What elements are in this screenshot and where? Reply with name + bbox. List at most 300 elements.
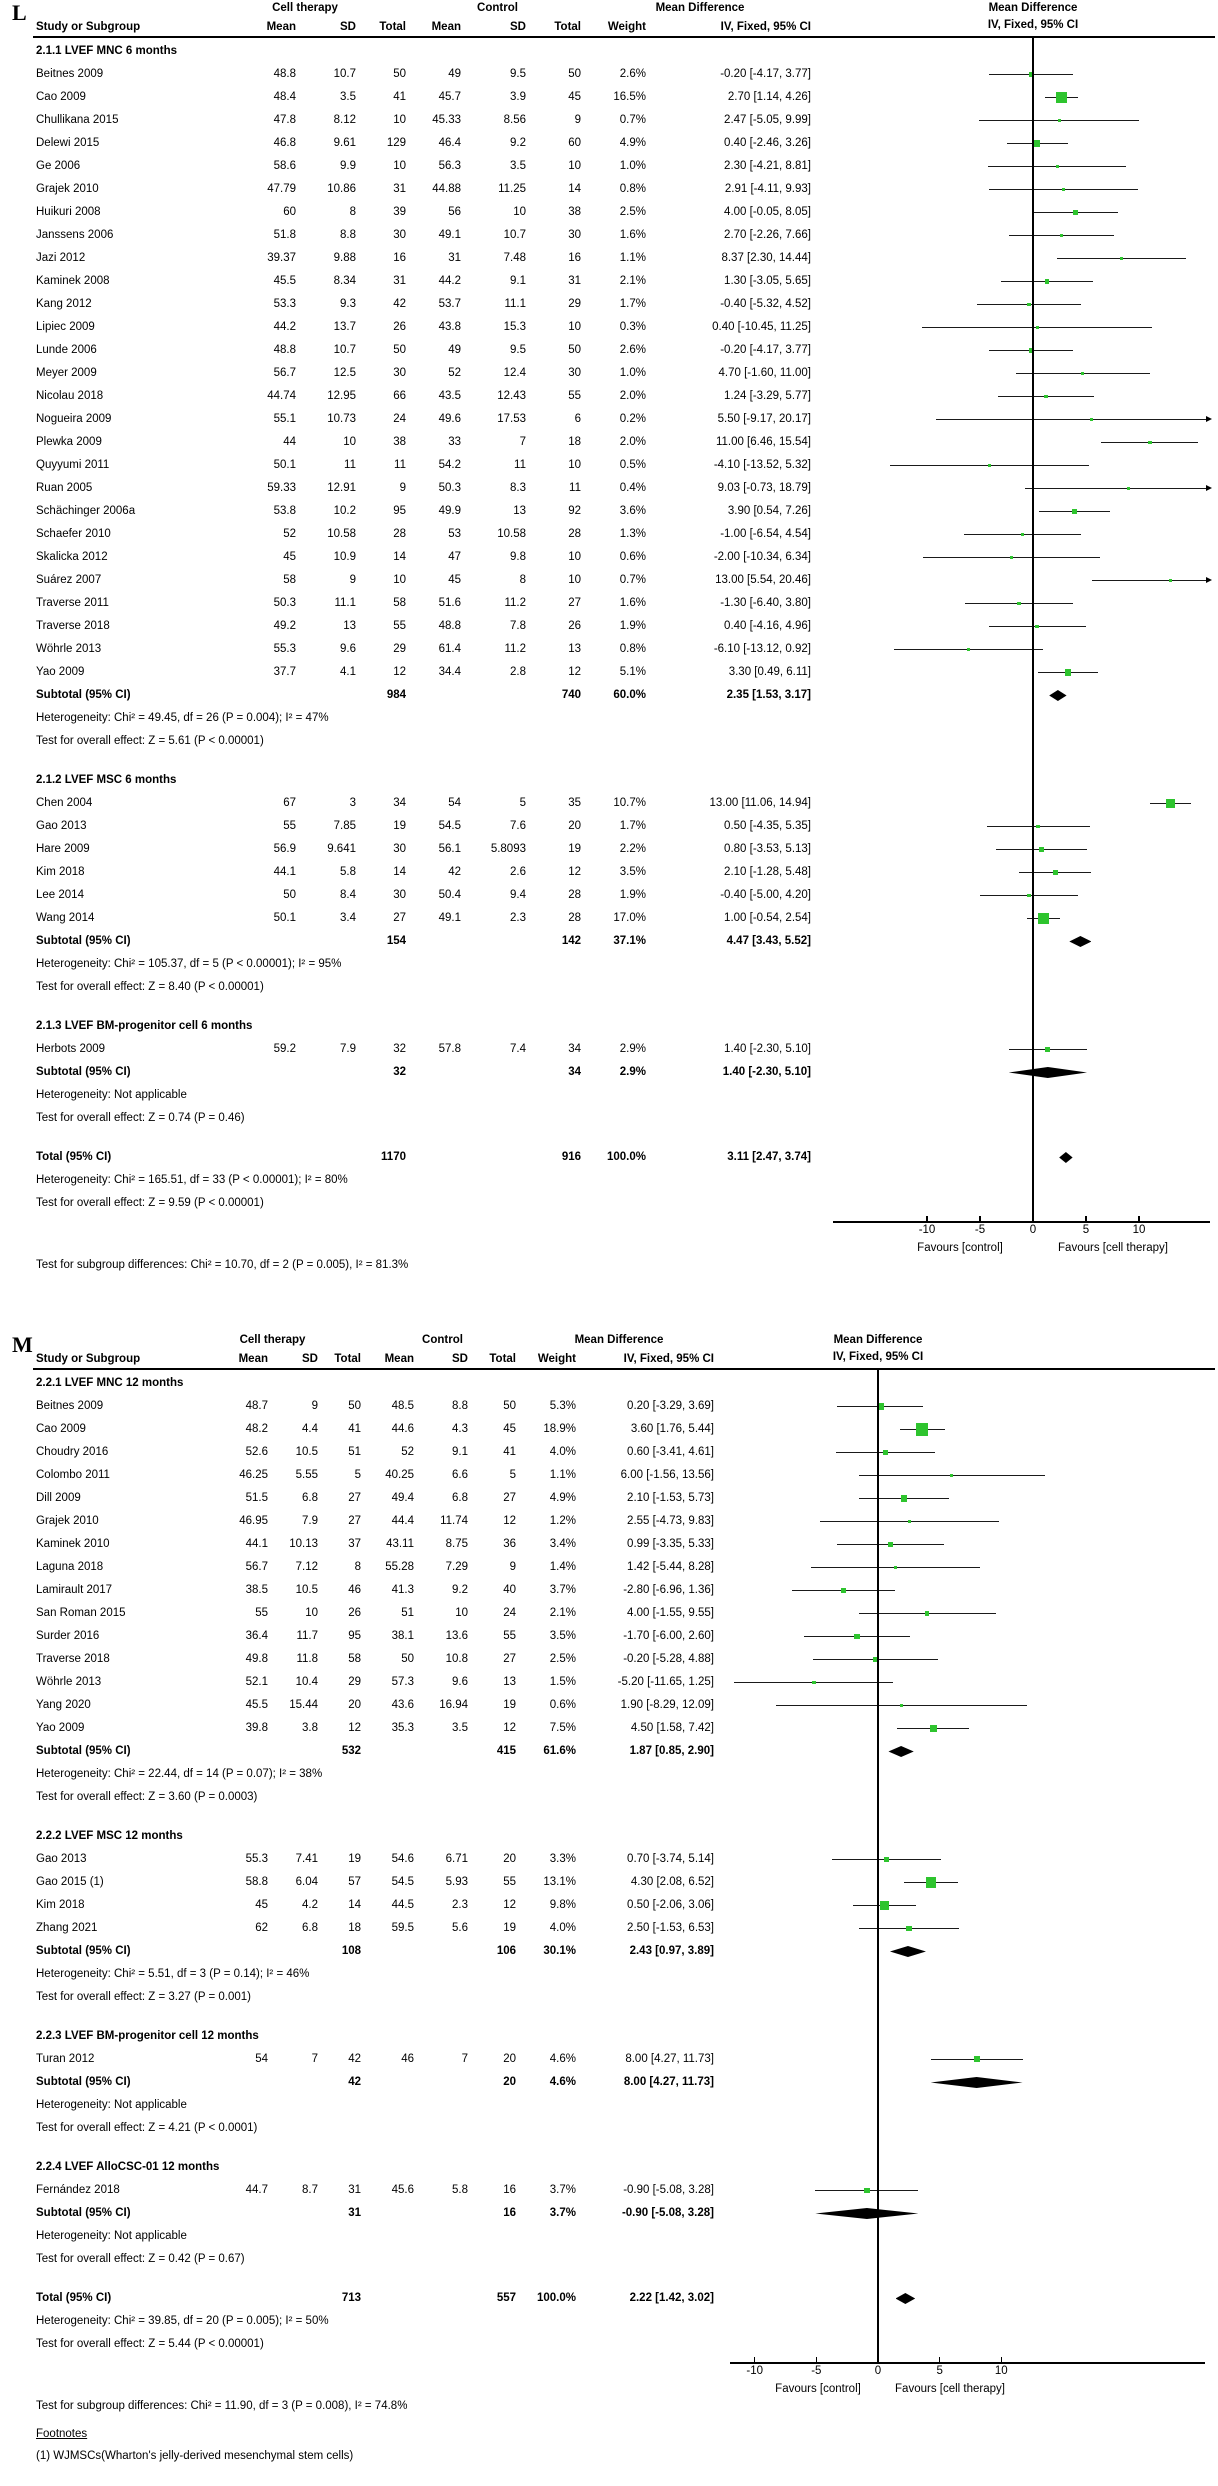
mean-cell: 59.5 [391,1922,414,1934]
mean-cell: 44.7 [245,2184,268,2196]
plot-cell [815,792,1218,815]
sd-cell: 5.8 [452,2184,468,2196]
study-name: Wang 2014 [36,912,95,924]
mean-cell: 40.25 [385,1469,414,1481]
plot-cell [718,1963,1218,1986]
zero-line [877,1370,879,2363]
sd-cell: 10.7 [333,68,356,80]
overall-effect-text: Test for overall effect: Z = 3.60 (P = 0.0003) [36,1791,258,1803]
effect-marker [1056,92,1067,103]
mean-cell: 45.6 [391,2184,414,2196]
mean-cell: 51.5 [245,1492,268,1504]
subheader-study: Study or Subgroup [36,1353,141,1365]
section-label: 2.2.4 LVEF AlloCSC-01 12 months [36,2161,220,2173]
subheader-mean2: Mean [431,21,461,33]
sd-cell: 9.2 [452,1584,468,1596]
weight-cell: 1.5% [549,1676,576,1688]
study-name: Lipiec 2009 [36,321,95,333]
total-cell: 42 [348,2076,361,2088]
mean-cell: 58.6 [273,160,296,172]
axis-block [0,1215,1218,1345]
mean-cell: 48.4 [273,91,296,103]
mean-cell [410,684,465,707]
study-name: Lamirault 2017 [36,1584,113,1596]
effect-marker [1060,234,1064,238]
study-row [0,661,1218,684]
ci-text: 3.30 [0.49, 6.11] [728,666,811,678]
section-gap [0,2009,1218,2025]
total-row [0,1146,1218,1169]
effect-marker [1044,395,1048,399]
sd-cell: 6.8 [302,1922,318,1934]
weight-cell: 2.9% [619,1066,646,1078]
mean-cell: 49.4 [391,1492,414,1504]
sd-cell: 5.93 [445,1876,468,1888]
study-row [0,1848,1218,1871]
study-name: Subtotal (95% CI) [36,1066,131,1078]
study-name: Schächinger 2006a [36,505,136,517]
mean-cell: 43.5 [438,390,461,402]
axis-tick [754,2357,755,2364]
study-row [0,1533,1218,1556]
subtotal-row [0,1740,1218,1763]
mean-cell: 46 [401,2053,414,2065]
ci-text: 0.50 [-2.06, 3.06] [627,1899,714,1911]
weight-cell: 3.7% [549,2207,576,2219]
study-row [0,477,1218,500]
pooled-diamond [890,1946,926,1957]
section-label: 2.2.3 LVEF BM-progenitor cell 12 months [36,2030,259,2042]
mean-cell: 54.2 [438,459,461,471]
sd-cell: 15.3 [503,321,526,333]
column-header [0,0,1218,40]
total-cell: 58 [393,597,406,609]
ci-text: 2.10 [-1.28, 5.48] [724,866,811,878]
effect-marker [925,1611,929,1615]
sd-cell: 13 [343,620,356,632]
subheader-mean2: Mean [384,1353,414,1365]
study-row [0,316,1218,339]
plot-cell [718,1763,1218,1786]
ci-text: 4.00 [-0.05, 8.05] [724,206,811,218]
total-cell: 20 [503,1853,516,1865]
ci-text: 2.70 [1.14, 4.26] [727,91,811,103]
mean-cell: 50.3 [438,482,461,494]
heterogeneity-text: Heterogeneity: Chi² = 49.45, df = 26 (P = 0.004); I² = 47% [36,712,329,724]
footnote-text: (1) WJMSCs(Wharton's jelly-derived mesenchymal stem cells) [36,2450,354,2462]
total-heterogeneity-note [0,2310,1218,2333]
weight-cell: 3.6% [619,505,646,517]
total-cell: 31 [348,2184,361,2196]
ci-text: -0.20 [-5.28, 4.88] [623,1653,714,1665]
effect-marker [1038,913,1050,925]
mean-cell: 45 [255,1899,268,1911]
plot-cell [718,2202,1218,2225]
study-name: Kaminek 2008 [36,275,110,287]
heterogeneity-text: Heterogeneity: Chi² = 105.37, df = 5 (P < 0.00001); I² = 95% [36,958,342,970]
subheader-weight: Weight [607,21,646,33]
effect-marker [916,1423,928,1435]
overall-effect-note [0,730,1218,753]
section-header [0,2156,1218,2179]
sd-cell: 6.71 [445,1853,468,1865]
total-cell: 27 [348,1492,361,1504]
axis-tick [816,2357,817,2364]
study-row [0,431,1218,454]
mean-cell: 47 [448,551,461,563]
total-cell: 12 [503,1515,516,1527]
effect-marker [841,1588,846,1593]
total-overall-text: Test for overall effect: Z = 9.59 (P < 0.00001) [36,1197,264,1209]
zero-line [1032,38,1034,1222]
total-cell: 532 [341,1745,361,1757]
plot-cell [718,1671,1218,1694]
total-cell: 26 [568,620,581,632]
sd-cell [418,1740,472,1763]
weight-cell: 2.6% [619,68,646,80]
study-row [0,2048,1218,2071]
total-cell: 27 [503,1653,516,1665]
mean-cell: 57.3 [391,1676,414,1688]
sd-cell: 7.85 [333,820,356,832]
study-row [0,293,1218,316]
mean-cell: 48.8 [273,68,296,80]
overall-effect-text: Test for overall effect: Z = 5.61 (P < 0.00001) [36,735,264,747]
total-cell: 713 [341,2292,361,2304]
study-row [0,569,1218,592]
total-cell: 16 [393,252,406,264]
mean-cell [410,1061,465,1084]
plot-cell [718,1717,1218,1740]
subheader-sd1: SD [302,1353,318,1365]
subtotal-row [0,930,1218,953]
ci-text: 4.30 [2.08, 6.52] [630,1876,714,1888]
section-header [0,1015,1218,1038]
sd-cell: 7.4 [510,1043,526,1055]
section-header [0,40,1218,63]
mean-cell: 59.2 [273,1043,296,1055]
total-cell: 28 [393,528,406,540]
mean-cell: 50 [283,889,296,901]
sd-cell [272,2071,322,2094]
plot-cell [718,1418,1218,1441]
study-row [0,1671,1218,1694]
mean-cell: 53 [448,528,461,540]
study-name: Plewka 2009 [36,436,102,448]
ci-text: 9.03 [-0.73, 18.79] [717,482,811,494]
favours-right-label: Favours [cell therapy] [895,2383,1005,2395]
plot-cell [718,1579,1218,1602]
sd-cell: 10.7 [333,344,356,356]
study-row [0,362,1218,385]
heterogeneity-text: Heterogeneity: Chi² = 22.44, df = 14 (P = 0.07); I² = 38% [36,1768,323,1780]
total-cell: 19 [348,1853,361,1865]
study-row [0,109,1218,132]
mean-cell: 48.8 [273,344,296,356]
total-cell: 41 [348,1423,361,1435]
sd-cell: 9.2 [510,137,526,149]
total-cell: 16 [503,2184,516,2196]
sd-cell: 9.1 [510,275,526,287]
subheader-ci: IV, Fixed, 95% CI [720,21,811,33]
total-cell: 60 [568,137,581,149]
total-overall-note [0,2333,1218,2356]
study-row [0,884,1218,907]
ci-text: 2.50 [-1.53, 6.53] [627,1922,714,1934]
study-name: Quyyumi 2011 [36,459,110,471]
plot-cell [718,1487,1218,1510]
total-cell: 557 [496,2292,516,2304]
sd-cell: 8 [519,574,526,586]
study-row [0,270,1218,293]
weight-cell: 0.7% [619,114,646,126]
mean-cell: 56.7 [273,367,296,379]
total-cell: 154 [386,935,406,947]
effect-marker [1056,165,1059,168]
axis-tick [1085,1216,1086,1223]
mean-cell: 48.2 [245,1423,268,1435]
sd-cell: 8.3 [510,482,526,494]
mean-cell: 45 [283,551,296,563]
total-cell: 34 [393,797,406,809]
sd-cell: 9 [311,1400,318,1412]
total-cell: 34 [568,1066,581,1078]
weight-cell: 2.0% [619,436,646,448]
panel-letter-M: M [12,1332,33,1357]
mean-cell: 54.5 [438,820,461,832]
sd-cell: 11.7 [296,1630,318,1642]
ci-text: 6.00 [-1.56, 13.56] [620,1469,714,1481]
mean-cell: 43.8 [438,321,461,333]
plot-cell [718,1940,1218,1963]
section-gap [0,2271,1218,2287]
mean-cell: 38.5 [245,1584,268,1596]
mean-cell: 43.11 [386,1538,414,1550]
subheader-mean1: Mean [266,21,296,33]
total-cell: 30 [393,367,406,379]
mean-cell: 52 [401,1446,414,1458]
study-name: Janssens 2006 [36,229,114,241]
total-cell: 57 [348,1876,361,1888]
total-cell: 5 [509,1469,516,1481]
total-cell: 50 [568,344,581,356]
axis-tick-label: -5 [811,2365,822,2377]
sd-cell: 10 [455,1607,468,1619]
plot-cell [815,40,1218,63]
ci-text: -0.20 [-4.17, 3.77] [720,68,811,80]
study-name: Zhang 2021 [36,1922,98,1934]
plot-cell [718,2248,1218,2271]
total-cell: 26 [393,321,406,333]
weight-cell: 0.6% [549,1699,576,1711]
effect-marker [1148,441,1152,445]
subtotal-row [0,684,1218,707]
sd-cell: 12.91 [327,482,356,494]
plot-cell [718,1510,1218,1533]
weight-cell: 4.6% [549,2053,576,2065]
sd-cell: 7.9 [340,1043,356,1055]
total-cell: 31 [393,275,406,287]
sd-cell: 11.74 [440,1515,468,1527]
sd-cell: 8.8 [452,1400,468,1412]
subheader-total1: Total [334,1353,361,1365]
study-name: Traverse 2018 [36,1653,110,1665]
study-name: Schaefer 2010 [36,528,111,540]
sd-cell: 13.6 [445,1630,468,1642]
sd-cell: 11 [344,459,356,471]
sd-cell [300,1061,360,1084]
mean-cell: 56.3 [438,160,461,172]
total-cell: 38 [393,436,406,448]
sd-cell [418,2071,472,2094]
effect-marker [1045,1047,1050,1052]
sd-cell: 3.5 [510,160,526,172]
effect-marker [1036,326,1039,329]
effect-marker [908,1520,911,1523]
mean-cell: 52 [448,367,461,379]
study-name: Ruan 2005 [36,482,93,494]
study-name: Turan 2012 [36,2053,95,2065]
ci-text: -0.90 [-5.08, 3.28] [621,2207,714,2219]
sd-cell: 2.3 [510,912,526,924]
plot-cell [718,2025,1218,2048]
ci-text: -0.40 [-5.00, 4.20] [720,889,811,901]
weight-cell: 2.5% [549,1653,576,1665]
mean-cell: 43.6 [391,1699,414,1711]
heterogeneity-text: Heterogeneity: Not applicable [36,2230,187,2242]
effect-marker [864,2188,869,2193]
plot-cell [815,155,1218,178]
subheader-sd1: SD [340,21,356,33]
study-name: Huikuri 2008 [36,206,101,218]
section-header [0,2025,1218,2048]
favours-left-label: Favours [control] [917,1242,1003,1254]
total-cell: 14 [393,551,406,563]
study-row [0,638,1218,661]
sd-cell [272,2202,322,2225]
sd-cell [418,2202,472,2225]
study-name: Choudry 2016 [36,1446,109,1458]
sd-cell: 9.6 [452,1676,468,1688]
effect-marker [1081,372,1084,375]
plot-cell [718,2333,1218,2356]
plot-cell [718,1871,1218,1894]
mean-cell: 48.7 [245,1400,268,1412]
mean-cell: 34.4 [438,666,461,678]
axis-tick [1138,1216,1139,1223]
mean-cell [365,2202,418,2225]
ci-text: 0.70 [-3.74, 5.14] [627,1853,714,1865]
study-row [0,500,1218,523]
effect-marker [1036,825,1040,829]
plot-cell [815,638,1218,661]
effect-marker [1127,487,1130,490]
plot-cell [718,1602,1218,1625]
weight-cell: 1.7% [619,820,646,832]
plot-cell [815,224,1218,247]
sd-cell: 7.9 [302,1515,318,1527]
study-row [0,1871,1218,1894]
plot-cell [815,362,1218,385]
ci-text: 1.24 [-3.29, 5.77] [724,390,811,402]
sd-cell: 10.13 [289,1538,318,1550]
overall-effect-text: Test for overall effect: Z = 0.74 (P = 0.46) [36,1112,245,1124]
sd-cell [300,930,360,953]
ci-text: 11.00 [6.46, 15.54] [715,436,811,448]
total-cell: 10 [393,114,406,126]
plot-cell [815,339,1218,362]
section-gap [0,753,1218,769]
sd-cell: 3.9 [510,91,526,103]
ci-arrow-right [1206,485,1212,491]
weight-cell: 3.5% [619,866,646,878]
ci-text: 0.50 [-4.35, 5.35] [724,820,811,832]
ci-arrow-right [1206,416,1212,422]
study-row [0,86,1218,109]
mean-cell [180,2071,272,2094]
favours-left-label: Favours [control] [775,2383,861,2395]
weight-cell: 100.0% [536,2292,576,2304]
total-cell: 27 [503,1492,516,1504]
plot-cell [815,730,1218,753]
weight-cell: 13.1% [543,1876,576,1888]
weight-cell: 0.7% [619,574,646,586]
sd-cell: 10.5 [295,1584,318,1596]
weight-cell: 0.8% [619,183,646,195]
total-cell: 27 [393,912,406,924]
plot-cell [815,1084,1218,1107]
mean-cell: 49.8 [245,1653,268,1665]
plot-cell [815,930,1218,953]
study-row [0,615,1218,638]
total-cell: 12 [503,1722,516,1734]
plot-cell [815,592,1218,615]
study-row [0,1487,1218,1510]
total-cell: 11 [569,482,581,494]
plot-cell [718,1372,1218,1395]
total-cell: 32 [393,1043,406,1055]
weight-cell: 5.3% [549,1400,576,1412]
mean-cell: 54.5 [391,1876,414,1888]
mean-cell: 36.4 [245,1630,268,1642]
plot-cell [718,1825,1218,1848]
study-row [0,224,1218,247]
sd-cell: 9.61 [333,137,356,149]
sd-cell: 8.7 [302,2184,318,2196]
heterogeneity-note [0,2094,1218,2117]
sd-cell: 3.5 [452,1722,468,1734]
ci-text: 1.40 [-2.30, 5.10] [724,1043,811,1055]
weight-cell: 100.0% [606,1151,646,1163]
total-cell: 1170 [381,1151,406,1163]
study-name: Herbots 2009 [36,1043,106,1055]
study-row [0,1894,1218,1917]
mean-cell: 49 [448,344,461,356]
weight-cell: 1.9% [619,889,646,901]
total-cell: 13 [503,1676,516,1688]
effect-marker [1169,579,1172,582]
study-name: Gao 2013 [36,820,87,832]
sd-cell [465,930,530,953]
total-cell: 55 [503,1630,516,1642]
mean-cell: 46.4 [438,137,461,149]
study-name: Subtotal (95% CI) [36,1945,131,1957]
weight-cell: 3.4% [549,1538,576,1550]
ci-text: 2.55 [-4.73, 9.83] [627,1515,714,1527]
study-name: Beitnes 2009 [36,1400,104,1412]
study-name: Colombo 2011 [36,1469,110,1481]
study-name: Kang 2012 [36,298,92,310]
